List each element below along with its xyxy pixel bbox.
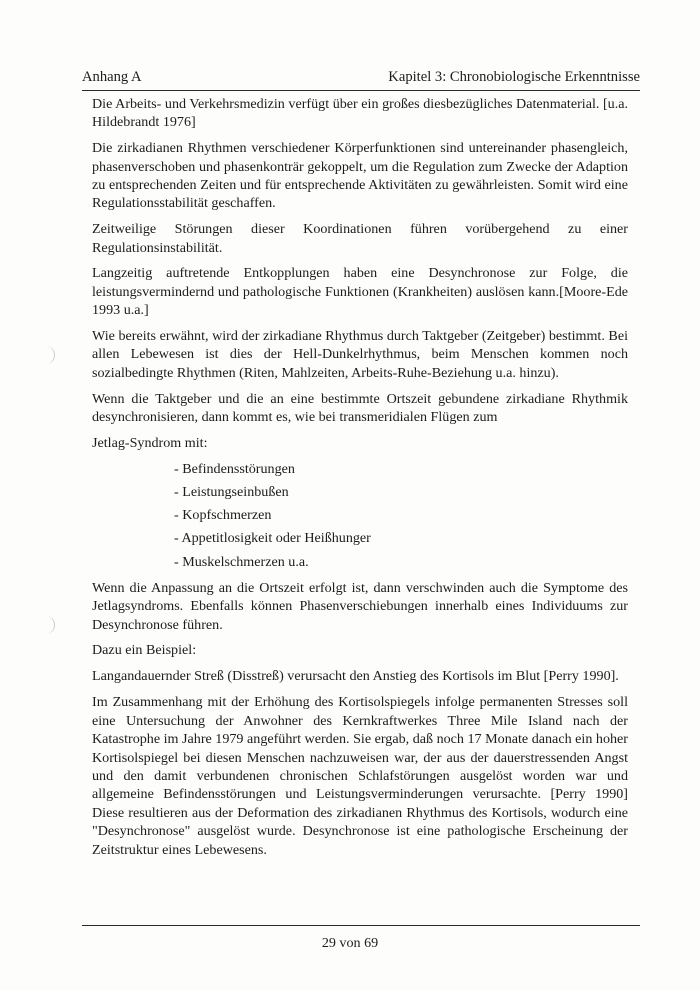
list-item: - Leistungseinbußen bbox=[174, 484, 289, 501]
paragraph: Jetlag-Syndrom mit: bbox=[92, 434, 208, 451]
paragraph: Langzeitig auftretende Entkopplungen haben eine Desynchronose zur Folge, die leistungsvermindernd und pathologische Funktionen (Krankheiten) auslösen kann.[Moore-Ede 1993 u.a.] bbox=[92, 265, 628, 319]
page-header bbox=[82, 68, 640, 91]
footer-divider bbox=[82, 925, 640, 926]
paragraph: Wie bereits erwähnt, wird der zirkadiane Rhythmus durch Taktgeber (Zeitgeber) bestimmt. Bei allen Lebewesen ist dies der Hell-Dunkelrhythmus, beim Menschen kommen noch sozialbedingte Rhythmen (Riten, Mahlzeiten, Arbeits-Ruhe-Beziehung u.a. hinzu). bbox=[92, 328, 628, 381]
paragraph: Zeitweilige Störungen dieser Koordinationen führen vorübergehend zu einer Regulationsinstabilität. bbox=[92, 221, 628, 256]
symptom-list bbox=[92, 460, 628, 576]
list-item: - Kopfschmerzen bbox=[174, 507, 272, 524]
punch-hole-mark bbox=[40, 616, 55, 634]
header-appendix-label: Anhang A bbox=[82, 69, 142, 85]
paragraph: Dazu ein Beispiel: bbox=[92, 642, 197, 659]
paragraph: Wenn die Anpassung an die Ortszeit erfolgt ist, dann verschwinden auch die Symptome des Jetlagsyndroms. Ebenfalls können Phasenverschiebungen innerhalb eines Individuums zur Desynchronose führen. bbox=[92, 579, 628, 633]
paragraph: Die zirkadianen Rhythmen verschiedener Körperfunktionen sind untereinander phasengleich, phasenverschoben und phasenkonträr gekoppelt, um die Regulation zum Zwecke der Adaption zu entsprechenden Zeiten und für entsprechende Aktivitäten zu gewährleisten. Somit wird eine Regulationsstabilität geschaffen. bbox=[92, 140, 628, 212]
paragraph: Die Arbeits- und Verkehrsmedizin verfügt über ein großes diesbezügliches Datenmaterial. [u.a. Hildebrandt 1976] bbox=[92, 96, 628, 131]
paragraph: Im Zusammenhang mit der Erhöhung des Kortisolspiegels infolge permanenten Stresses soll eine Untersuchung der Anwohner des Kernkraftwerkes Three Mile Island nach der Katastrophe im Jahre 1979 angeführt werden. Sie ergab, daß noch 17 Monate danach ein hoher Kortisolspiegel bei diesen Menschen nachzuweisen war, der aus der dauerstressenden Angst und den damit verbundenen chronischen Schlafstörungen ausgelöst worden war und allgemeine Befindensstörungen und Leistungsverminderungen verursachte. [Perry 1990] Diese resultieren aus der Deformation des zirkadianen Rhythmus des Kortisols, wodurch eine "Desynchronose" ausgelöst wurde. Desynchronose ist eine pathologische Erscheinung der Zeitstruktur eines Lebewesens. bbox=[92, 694, 628, 858]
page-number: 29 von 69 bbox=[321, 935, 379, 951]
body-text bbox=[92, 95, 628, 866]
list-item: - Befindensstörungen bbox=[174, 460, 295, 477]
list-item: - Muskelschmerzen u.a. bbox=[174, 553, 309, 570]
paragraph: Langandauernder Streß (Disstreß) verursacht den Anstieg des Kortisols im Blut [Perry 1990]. bbox=[92, 668, 619, 685]
paragraph: Wenn die Taktgeber und die an eine bestimmte Ortszeit gebundene zirkadiane Rhythmik desynchronisieren, dann kommt es, wie bei transmeridialen Flügen zum bbox=[92, 390, 628, 426]
list-item: - Appetitlosigkeit oder Heißhunger bbox=[174, 530, 371, 547]
header-chapter-title: Kapitel 3: Chronobiologische Erkenntnisse bbox=[388, 69, 640, 85]
punch-hole-mark bbox=[40, 346, 55, 364]
